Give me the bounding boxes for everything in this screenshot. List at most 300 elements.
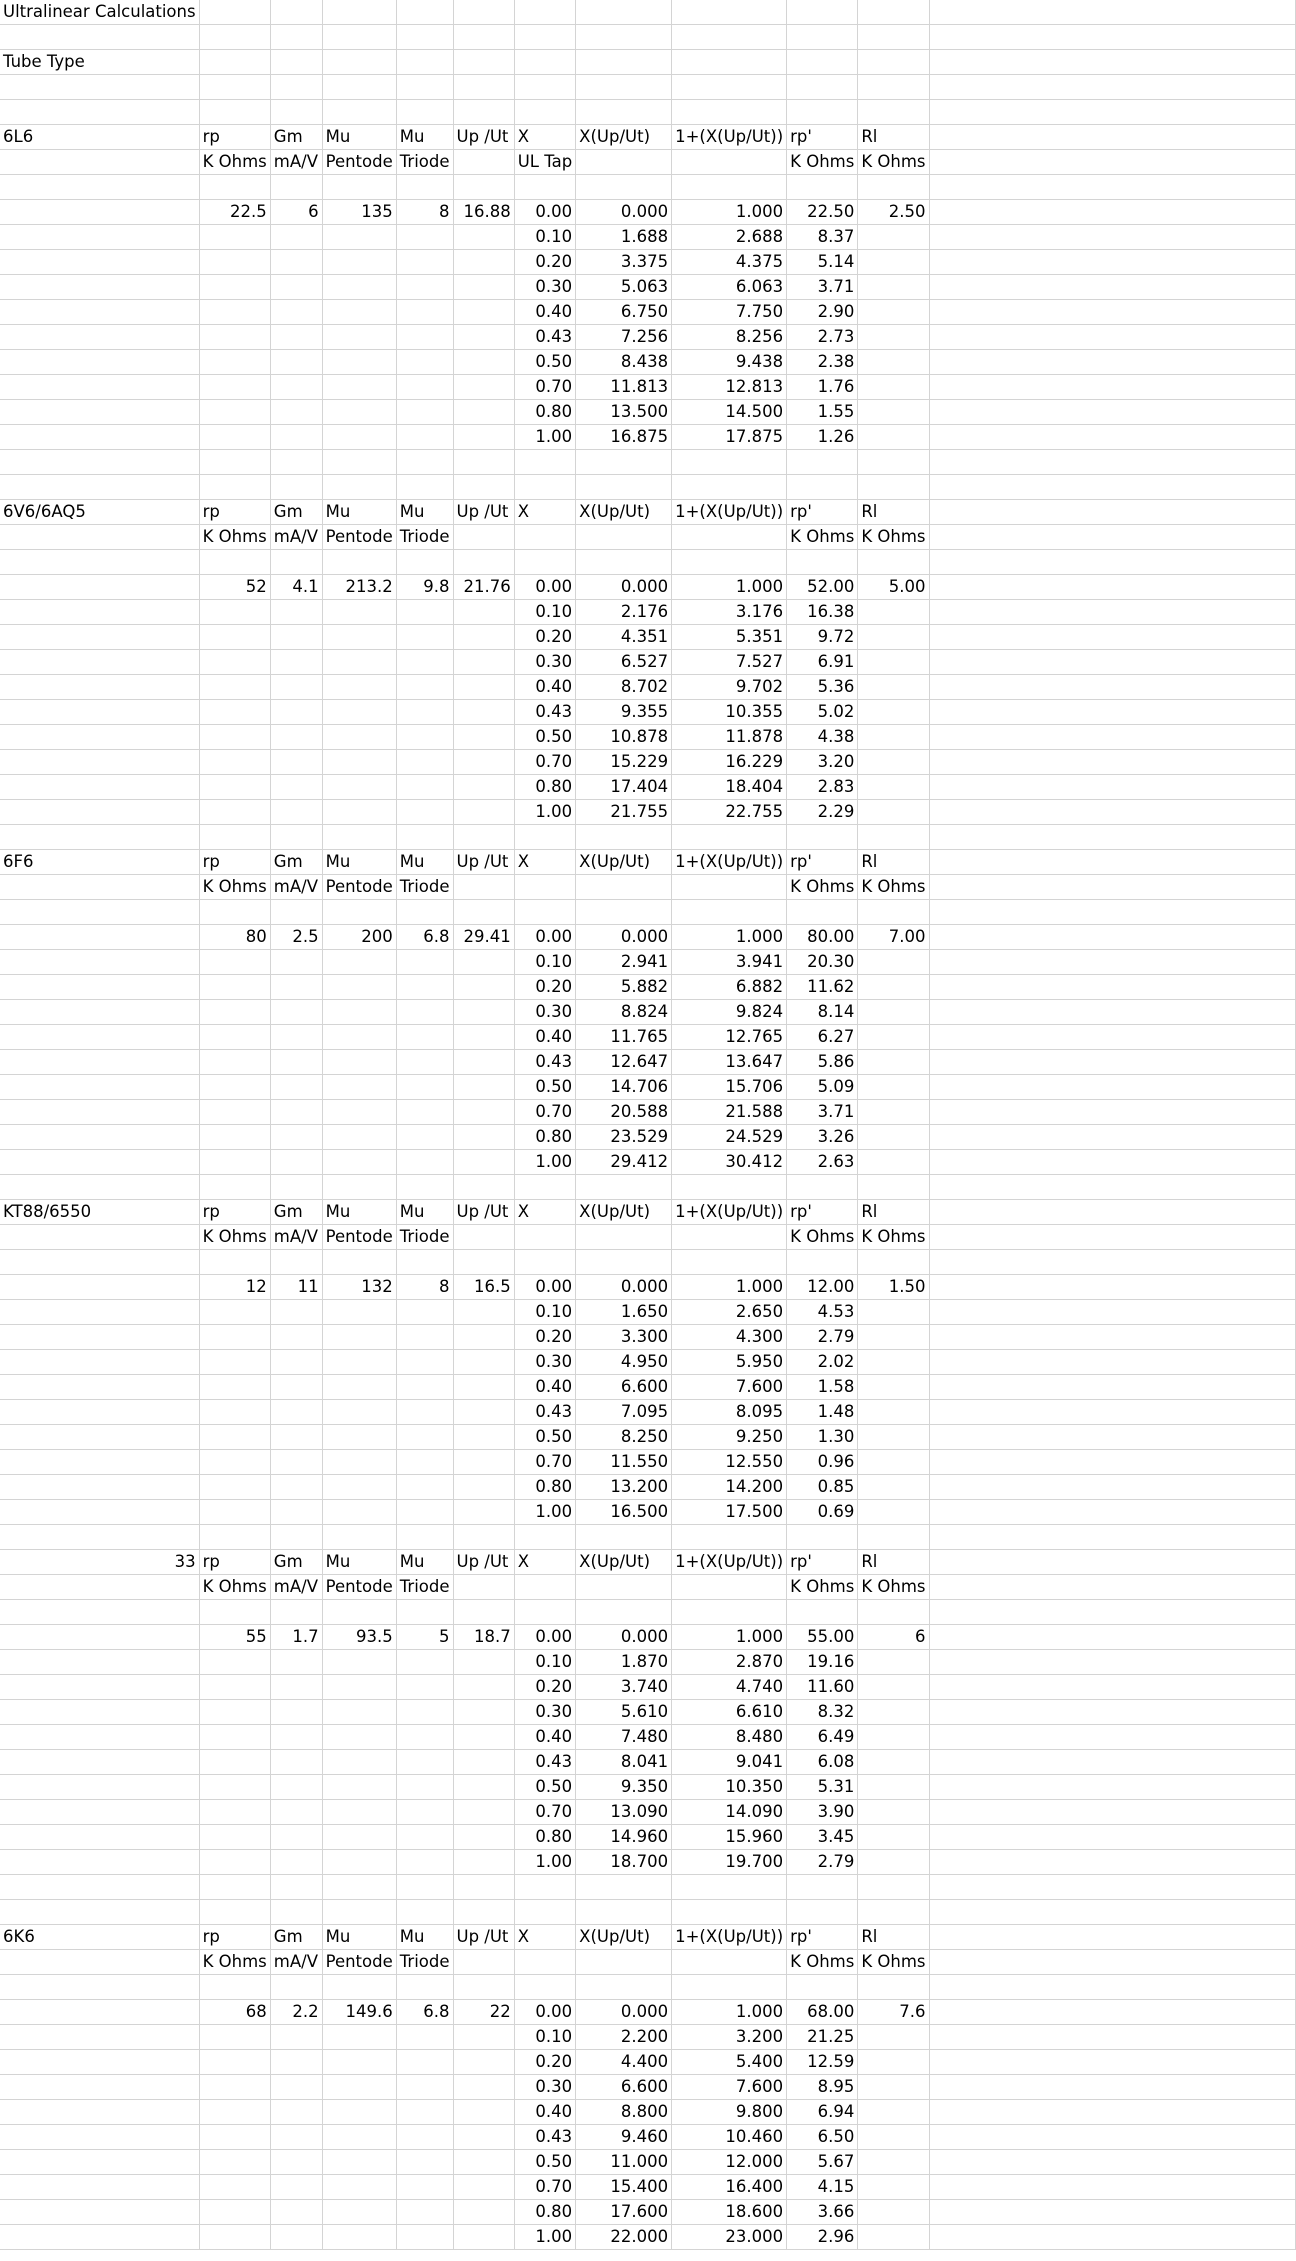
unit-header[interactable]: mA/V xyxy=(270,1950,322,1975)
x-value[interactable]: 0.20 xyxy=(514,250,575,275)
cell[interactable] xyxy=(199,1425,270,1450)
cell[interactable] xyxy=(396,1775,453,1800)
cell[interactable] xyxy=(322,1525,396,1550)
cell[interactable] xyxy=(787,550,858,575)
column-header[interactable]: X(Up/Ut) xyxy=(576,1550,672,1575)
one-plus-value[interactable]: 9.800 xyxy=(672,2100,787,2125)
cell[interactable] xyxy=(514,450,575,475)
cell[interactable] xyxy=(929,1325,1295,1350)
cell[interactable] xyxy=(858,1800,929,1825)
cell[interactable] xyxy=(199,175,270,200)
column-header[interactable]: X xyxy=(514,125,575,150)
column-header[interactable]: rp xyxy=(199,1550,270,1575)
unit-header[interactable]: Triode xyxy=(396,525,453,550)
mu-pentode-value[interactable]: 93.5 xyxy=(322,1625,396,1650)
column-header[interactable]: Up /Ut xyxy=(453,1925,514,1950)
cell[interactable] xyxy=(270,1325,322,1350)
cell[interactable] xyxy=(199,550,270,575)
cell[interactable] xyxy=(453,1600,514,1625)
x-value[interactable]: 0.50 xyxy=(514,1425,575,1450)
column-header[interactable]: X xyxy=(514,1925,575,1950)
cell[interactable] xyxy=(858,900,929,925)
cell[interactable] xyxy=(858,375,929,400)
cell[interactable] xyxy=(322,1650,396,1675)
cell[interactable] xyxy=(0,25,199,50)
cell[interactable] xyxy=(929,1700,1295,1725)
rp-prime-value[interactable]: 8.95 xyxy=(787,2075,858,2100)
cell[interactable] xyxy=(453,700,514,725)
x-up-ut-value[interactable]: 18.700 xyxy=(576,1850,672,1875)
column-header[interactable]: Mu xyxy=(322,125,396,150)
cell[interactable] xyxy=(453,450,514,475)
tube-name[interactable]: 6L6 xyxy=(0,125,199,150)
cell[interactable] xyxy=(199,2075,270,2100)
x-value[interactable]: 0.70 xyxy=(514,375,575,400)
cell[interactable] xyxy=(514,900,575,925)
one-plus-value[interactable]: 11.878 xyxy=(672,725,787,750)
cell[interactable] xyxy=(929,725,1295,750)
one-plus-value[interactable]: 14.500 xyxy=(672,400,787,425)
cell[interactable] xyxy=(270,2200,322,2225)
cell[interactable] xyxy=(396,825,453,850)
cell[interactable] xyxy=(453,800,514,825)
cell[interactable] xyxy=(929,1575,1295,1600)
cell[interactable] xyxy=(929,300,1295,325)
cell[interactable] xyxy=(787,475,858,500)
unit-header[interactable]: mA/V xyxy=(270,1575,322,1600)
cell[interactable] xyxy=(0,325,199,350)
cell[interactable] xyxy=(322,225,396,250)
column-header[interactable]: X(Up/Ut) xyxy=(576,125,672,150)
one-plus-value[interactable]: 21.588 xyxy=(672,1100,787,1125)
rp-prime-value[interactable]: 55.00 xyxy=(787,1625,858,1650)
cell[interactable] xyxy=(270,800,322,825)
x-value[interactable]: 0.43 xyxy=(514,2125,575,2150)
cell[interactable] xyxy=(0,1525,199,1550)
cell[interactable] xyxy=(672,900,787,925)
cell[interactable] xyxy=(858,825,929,850)
cell[interactable] xyxy=(672,75,787,100)
cell[interactable] xyxy=(270,1850,322,1875)
rl-value[interactable]: 6 xyxy=(858,1625,929,1650)
cell[interactable] xyxy=(322,2100,396,2125)
cell[interactable] xyxy=(929,175,1295,200)
rp-prime-value[interactable]: 11.60 xyxy=(787,1675,858,1700)
one-plus-value[interactable]: 2.870 xyxy=(672,1650,787,1675)
cell[interactable] xyxy=(929,475,1295,500)
cell[interactable] xyxy=(322,425,396,450)
mu-triode-value[interactable]: 8 xyxy=(396,1275,453,1300)
mu-triode-value[interactable]: 5 xyxy=(396,1625,453,1650)
cell[interactable] xyxy=(453,300,514,325)
rp-prime-value[interactable]: 0.96 xyxy=(787,1450,858,1475)
cell[interactable] xyxy=(322,1750,396,1775)
cell[interactable] xyxy=(858,2200,929,2225)
rp-prime-value[interactable]: 5.67 xyxy=(787,2150,858,2175)
cell[interactable] xyxy=(576,825,672,850)
cell[interactable] xyxy=(322,2200,396,2225)
cell[interactable] xyxy=(929,1075,1295,1100)
cell[interactable] xyxy=(396,2200,453,2225)
cell[interactable] xyxy=(576,1600,672,1625)
column-header[interactable]: rp xyxy=(199,500,270,525)
cell[interactable] xyxy=(514,50,575,75)
rl-value[interactable]: 2.50 xyxy=(858,200,929,225)
cell[interactable] xyxy=(453,1950,514,1975)
cell[interactable] xyxy=(929,1050,1295,1075)
cell[interactable] xyxy=(0,725,199,750)
cell[interactable] xyxy=(396,1300,453,1325)
cell[interactable] xyxy=(576,1900,672,1925)
cell[interactable] xyxy=(199,475,270,500)
cell[interactable] xyxy=(929,1725,1295,1750)
cell[interactable] xyxy=(0,1625,199,1650)
column-header[interactable]: Up /Ut xyxy=(453,125,514,150)
column-header[interactable]: rp xyxy=(199,850,270,875)
cell[interactable] xyxy=(322,1400,396,1425)
cell[interactable] xyxy=(199,700,270,725)
cell[interactable] xyxy=(929,1200,1295,1225)
cell[interactable] xyxy=(672,450,787,475)
cell[interactable] xyxy=(322,1175,396,1200)
cell[interactable] xyxy=(0,400,199,425)
cell[interactable] xyxy=(396,1850,453,1875)
cell[interactable] xyxy=(270,1525,322,1550)
rp-prime-value[interactable]: 2.73 xyxy=(787,325,858,350)
cell[interactable] xyxy=(453,1375,514,1400)
x-up-ut-value[interactable]: 1.688 xyxy=(576,225,672,250)
cell[interactable] xyxy=(929,325,1295,350)
cell[interactable] xyxy=(199,50,270,75)
cell[interactable] xyxy=(322,1675,396,1700)
column-header[interactable]: Mu xyxy=(322,1200,396,1225)
cell[interactable] xyxy=(199,650,270,675)
cell[interactable] xyxy=(576,175,672,200)
cell[interactable] xyxy=(858,1700,929,1725)
x-value[interactable]: 0.80 xyxy=(514,400,575,425)
cell[interactable] xyxy=(322,1025,396,1050)
cell[interactable] xyxy=(514,175,575,200)
cell[interactable] xyxy=(929,575,1295,600)
x-up-ut-value[interactable]: 16.500 xyxy=(576,1500,672,1525)
cell[interactable] xyxy=(672,0,787,25)
cell[interactable] xyxy=(270,2175,322,2200)
cell[interactable] xyxy=(396,1475,453,1500)
rp-prime-value[interactable]: 5.09 xyxy=(787,1075,858,1100)
cell[interactable] xyxy=(929,1375,1295,1400)
cell[interactable] xyxy=(576,1225,672,1250)
cell[interactable] xyxy=(0,1025,199,1050)
cell[interactable] xyxy=(0,425,199,450)
x-up-ut-value[interactable]: 29.412 xyxy=(576,1150,672,1175)
column-header[interactable]: 1+(X(Up/Ut)) xyxy=(672,500,787,525)
column-header[interactable]: rp' xyxy=(787,500,858,525)
cell[interactable] xyxy=(270,325,322,350)
cell[interactable] xyxy=(396,550,453,575)
rl-value[interactable]: 1.50 xyxy=(858,1275,929,1300)
cell[interactable] xyxy=(396,2050,453,2075)
x-value[interactable]: 0.30 xyxy=(514,1000,575,1025)
unit-header[interactable]: K Ohms xyxy=(858,1575,929,1600)
cell[interactable] xyxy=(0,275,199,300)
cell[interactable] xyxy=(270,1150,322,1175)
x-up-ut-value[interactable]: 0.000 xyxy=(576,2000,672,2025)
cell[interactable] xyxy=(199,1800,270,1825)
cell[interactable] xyxy=(199,800,270,825)
cell[interactable] xyxy=(396,1675,453,1700)
one-plus-value[interactable]: 2.688 xyxy=(672,225,787,250)
cell[interactable] xyxy=(270,1475,322,1500)
column-header[interactable]: Rl xyxy=(858,125,929,150)
cell[interactable] xyxy=(453,675,514,700)
cell[interactable] xyxy=(199,350,270,375)
cell[interactable] xyxy=(858,1150,929,1175)
x-up-ut-value[interactable]: 15.229 xyxy=(576,750,672,775)
column-header[interactable]: X(Up/Ut) xyxy=(576,500,672,525)
x-up-ut-value[interactable]: 7.095 xyxy=(576,1400,672,1425)
x-up-ut-value[interactable]: 4.950 xyxy=(576,1350,672,1375)
column-header[interactable]: rp' xyxy=(787,1550,858,1575)
cell[interactable] xyxy=(322,1125,396,1150)
cell[interactable] xyxy=(322,2025,396,2050)
rp-prime-value[interactable]: 22.50 xyxy=(787,200,858,225)
gm-value[interactable]: 6 xyxy=(270,200,322,225)
unit-header[interactable]: Pentode xyxy=(322,150,396,175)
cell[interactable] xyxy=(453,375,514,400)
cell[interactable] xyxy=(858,975,929,1000)
x-value[interactable]: 0.00 xyxy=(514,1625,575,1650)
cell[interactable] xyxy=(396,2025,453,2050)
one-plus-value[interactable]: 1.000 xyxy=(672,2000,787,2025)
cell[interactable] xyxy=(322,1450,396,1475)
cell[interactable] xyxy=(396,1900,453,1925)
unit-header[interactable]: K Ohms xyxy=(787,875,858,900)
cell[interactable] xyxy=(453,1475,514,1500)
cell[interactable] xyxy=(576,1525,672,1550)
cell[interactable] xyxy=(270,1025,322,1050)
cell[interactable] xyxy=(858,50,929,75)
cell[interactable] xyxy=(858,600,929,625)
cell[interactable] xyxy=(0,2125,199,2150)
unit-header[interactable]: K Ohms xyxy=(787,525,858,550)
cell[interactable] xyxy=(396,900,453,925)
cell[interactable] xyxy=(0,1800,199,1825)
cell[interactable] xyxy=(322,2075,396,2100)
x-value[interactable]: 1.00 xyxy=(514,2225,575,2250)
cell[interactable] xyxy=(929,750,1295,775)
cell[interactable] xyxy=(322,1850,396,1875)
cell[interactable] xyxy=(270,400,322,425)
cell[interactable] xyxy=(929,1025,1295,1050)
cell[interactable] xyxy=(514,1575,575,1600)
cell[interactable] xyxy=(929,900,1295,925)
column-header[interactable]: Gm xyxy=(270,1925,322,1950)
cell[interactable] xyxy=(199,1300,270,1325)
rp-value[interactable]: 80 xyxy=(199,925,270,950)
x-up-ut-value[interactable]: 11.813 xyxy=(576,375,672,400)
one-plus-value[interactable]: 8.095 xyxy=(672,1400,787,1425)
cell[interactable] xyxy=(787,450,858,475)
rp-prime-value[interactable]: 1.26 xyxy=(787,425,858,450)
cell[interactable] xyxy=(199,1050,270,1075)
cell[interactable] xyxy=(270,1600,322,1625)
x-up-ut-value[interactable]: 0.000 xyxy=(576,925,672,950)
cell[interactable] xyxy=(672,1525,787,1550)
cell[interactable] xyxy=(858,1900,929,1925)
cell[interactable] xyxy=(0,250,199,275)
cell[interactable] xyxy=(453,175,514,200)
cell[interactable] xyxy=(270,1825,322,1850)
cell[interactable] xyxy=(858,1725,929,1750)
gm-value[interactable]: 11 xyxy=(270,1275,322,1300)
x-value[interactable]: 0.00 xyxy=(514,925,575,950)
rp-prime-value[interactable]: 21.25 xyxy=(787,2025,858,2050)
cell[interactable] xyxy=(453,950,514,975)
cell[interactable] xyxy=(929,1975,1295,2000)
x-up-ut-value[interactable]: 4.351 xyxy=(576,625,672,650)
cell[interactable] xyxy=(453,1850,514,1875)
rp-prime-value[interactable]: 12.00 xyxy=(787,1275,858,1300)
cell[interactable] xyxy=(929,800,1295,825)
cell[interactable] xyxy=(396,625,453,650)
x-value[interactable]: 0.00 xyxy=(514,575,575,600)
cell[interactable] xyxy=(270,1675,322,1700)
cell[interactable] xyxy=(858,1600,929,1625)
x-value[interactable]: 1.00 xyxy=(514,1150,575,1175)
cell[interactable] xyxy=(0,1975,199,2000)
cell[interactable] xyxy=(453,1800,514,1825)
cell[interactable] xyxy=(396,975,453,1000)
cell[interactable] xyxy=(199,425,270,450)
column-header[interactable]: Mu xyxy=(396,850,453,875)
column-header[interactable]: Up /Ut xyxy=(453,1200,514,1225)
one-plus-value[interactable]: 12.765 xyxy=(672,1025,787,1050)
x-up-ut-value[interactable]: 17.600 xyxy=(576,2200,672,2225)
cell[interactable] xyxy=(396,2125,453,2150)
rp-prime-value[interactable]: 0.85 xyxy=(787,1475,858,1500)
cell[interactable] xyxy=(514,0,575,25)
cell[interactable] xyxy=(858,1825,929,1850)
cell[interactable] xyxy=(514,475,575,500)
cell[interactable] xyxy=(270,1000,322,1025)
cell[interactable] xyxy=(322,800,396,825)
unit-header[interactable]: K Ohms xyxy=(199,525,270,550)
x-up-ut-value[interactable]: 9.460 xyxy=(576,2125,672,2150)
mu-pentode-value[interactable]: 132 xyxy=(322,1275,396,1300)
one-plus-value[interactable]: 2.650 xyxy=(672,1300,787,1325)
rp-value[interactable]: 68 xyxy=(199,2000,270,2025)
cell[interactable] xyxy=(0,150,199,175)
cell[interactable] xyxy=(322,1050,396,1075)
cell[interactable] xyxy=(576,50,672,75)
unit-header[interactable]: K Ohms xyxy=(858,150,929,175)
cell[interactable] xyxy=(453,250,514,275)
cell[interactable] xyxy=(0,1750,199,1775)
rp-prime-value[interactable]: 2.38 xyxy=(787,350,858,375)
gm-value[interactable]: 2.5 xyxy=(270,925,322,950)
cell[interactable] xyxy=(396,1100,453,1125)
column-header[interactable]: Rl xyxy=(858,1925,929,1950)
cell[interactable] xyxy=(270,2050,322,2075)
cell[interactable] xyxy=(270,1650,322,1675)
cell[interactable] xyxy=(929,2175,1295,2200)
cell[interactable] xyxy=(0,175,199,200)
cell[interactable] xyxy=(929,125,1295,150)
unit-header[interactable]: Pentode xyxy=(322,875,396,900)
cell[interactable] xyxy=(858,100,929,125)
cell[interactable] xyxy=(396,1400,453,1425)
tube-name[interactable]: 6K6 xyxy=(0,1925,199,1950)
cell[interactable] xyxy=(929,550,1295,575)
cell[interactable] xyxy=(270,725,322,750)
x-up-ut-value[interactable]: 12.647 xyxy=(576,1050,672,1075)
one-plus-value[interactable]: 1.000 xyxy=(672,575,787,600)
cell[interactable] xyxy=(322,75,396,100)
cell[interactable] xyxy=(858,2075,929,2100)
cell[interactable] xyxy=(322,775,396,800)
rp-prime-value[interactable]: 2.79 xyxy=(787,1850,858,1875)
one-plus-value[interactable]: 30.412 xyxy=(672,1150,787,1175)
cell[interactable] xyxy=(453,1875,514,1900)
cell[interactable] xyxy=(929,1850,1295,1875)
one-plus-value[interactable]: 1.000 xyxy=(672,925,787,950)
rp-prime-value[interactable]: 6.50 xyxy=(787,2125,858,2150)
cell[interactable] xyxy=(858,475,929,500)
one-plus-value[interactable]: 1.000 xyxy=(672,1625,787,1650)
x-up-ut-value[interactable]: 11.765 xyxy=(576,1025,672,1050)
cell[interactable] xyxy=(199,1125,270,1150)
cell[interactable] xyxy=(322,250,396,275)
cell[interactable] xyxy=(270,250,322,275)
cell[interactable] xyxy=(576,550,672,575)
cell[interactable] xyxy=(0,1650,199,1675)
cell[interactable] xyxy=(270,600,322,625)
one-plus-value[interactable]: 14.200 xyxy=(672,1475,787,1500)
one-plus-value[interactable]: 4.300 xyxy=(672,1325,787,1350)
cell[interactable] xyxy=(199,100,270,125)
cell[interactable] xyxy=(0,825,199,850)
one-plus-value[interactable]: 7.600 xyxy=(672,2075,787,2100)
cell[interactable] xyxy=(929,1925,1295,1950)
cell[interactable] xyxy=(0,350,199,375)
mu-triode-value[interactable]: 9.8 xyxy=(396,575,453,600)
x-value[interactable]: 0.30 xyxy=(514,650,575,675)
column-header[interactable]: rp' xyxy=(787,125,858,150)
cell[interactable] xyxy=(270,275,322,300)
x-up-ut-value[interactable]: 8.824 xyxy=(576,1000,672,1025)
x-up-ut-value[interactable]: 23.529 xyxy=(576,1125,672,1150)
cell[interactable] xyxy=(396,1975,453,2000)
rl-value[interactable]: 7.6 xyxy=(858,2000,929,2025)
rp-prime-value[interactable]: 2.90 xyxy=(787,300,858,325)
unit-header[interactable]: K Ohms xyxy=(199,1950,270,1975)
x-up-ut-value[interactable]: 22.000 xyxy=(576,2225,672,2250)
cell[interactable] xyxy=(270,975,322,1000)
cell[interactable] xyxy=(396,650,453,675)
cell[interactable] xyxy=(322,300,396,325)
cell[interactable] xyxy=(322,950,396,975)
cell[interactable] xyxy=(0,1725,199,1750)
cell[interactable] xyxy=(322,375,396,400)
cell[interactable] xyxy=(396,475,453,500)
cell[interactable] xyxy=(199,2200,270,2225)
one-plus-value[interactable]: 23.000 xyxy=(672,2225,787,2250)
unit-header[interactable]: K Ohms xyxy=(199,1225,270,1250)
cell[interactable] xyxy=(396,950,453,975)
x-up-ut-value[interactable]: 16.875 xyxy=(576,425,672,450)
cell[interactable] xyxy=(199,1675,270,1700)
up-ut-value[interactable]: 18.7 xyxy=(453,1625,514,1650)
